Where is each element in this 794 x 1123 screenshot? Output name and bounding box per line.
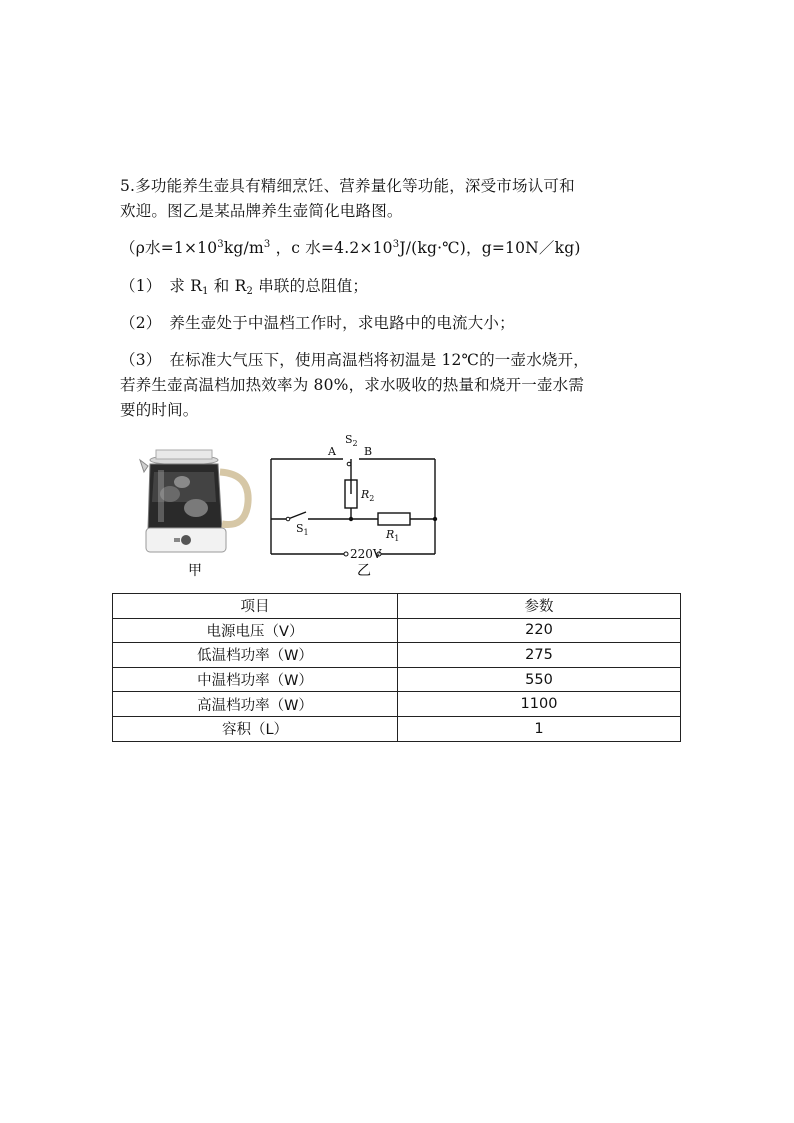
part-3-line-2: 若养生壶高温档加热效率为 80%，求水吸收的热量和烧开一壶水需 (120, 376, 585, 394)
voltage-label: 220V (350, 547, 382, 561)
table-header-row (113, 594, 681, 619)
table-cell-label: 中温档功率（W） (113, 667, 398, 692)
question-intro-line-1: 5.多功能养生壶具有精细烹饪、营养量化等功能，深受市场认可和 (120, 177, 575, 195)
s2-terminal (347, 462, 351, 466)
switch-s1-blade (288, 512, 306, 519)
kettle-image (140, 450, 248, 552)
table-header-item: 项目 (113, 594, 398, 619)
resistor-r1 (378, 513, 410, 525)
c-exponent: 3 (392, 239, 400, 250)
circuit-diagram (271, 459, 435, 554)
rho-prefix: （ρ水=1×10 (120, 239, 218, 257)
part-1-suffix: 串联的总阻值； (253, 277, 369, 295)
node-b-label: B (364, 445, 373, 458)
circuit-label: 乙 (357, 563, 371, 579)
part-1-mid: 和 R (208, 277, 247, 295)
junction-dot-mid (349, 517, 353, 521)
part-2-line: （2） 养生壶处于中温档工作时，求电路中的电流大小； (120, 314, 515, 332)
table-cell-label: 高温档功率（W） (113, 692, 398, 717)
table-cell-value: 1100 (398, 692, 681, 717)
table-row (113, 643, 681, 668)
supply-terminal-left (344, 552, 348, 556)
question-intro-line-2: 欢迎。图乙是某品牌养生壶简化电路图。 (120, 202, 403, 220)
table-row (113, 667, 681, 692)
kettle-label: 甲 (188, 563, 202, 579)
table-row (113, 692, 681, 717)
table-cell-label: 容积（L） (113, 716, 398, 741)
table-row (113, 618, 681, 643)
rho-unit-exponent: 3 (263, 239, 271, 250)
table-cell-label: 电源电压（V） (113, 618, 398, 643)
switch-s1-label: $S_1$ (296, 522, 309, 537)
rho-exponent: 3 (217, 239, 224, 250)
node-a-label: A (328, 445, 336, 458)
part-3-line-1: （3） 在标准大气压下，使用高温档将初温是 12℃的一壶水烧开， (120, 351, 590, 369)
table-cell-label: 低温档功率（W） (113, 643, 398, 668)
table-cell-value: 275 (398, 643, 681, 668)
s1-terminal (286, 517, 290, 521)
switch-s2-label: $S_2$ (345, 433, 358, 448)
resistor-r2-label: $R_2$ (361, 488, 375, 503)
table-row (113, 716, 681, 741)
part-1-prefix: （1） 求 R (120, 277, 203, 295)
c-prefix: ，c 水=4.2×10 (270, 239, 393, 257)
part-1-line (120, 274, 368, 297)
constants-line (120, 236, 581, 258)
part-1-sub-2: 2 (246, 286, 254, 297)
part-1-sub-1: 1 (202, 286, 209, 297)
rho-unit: kg/m (223, 239, 264, 257)
table-cell-value: 220 (398, 618, 681, 643)
table-cell-value: 550 (398, 667, 681, 692)
c-rest: J/(kg·℃)，g=10N／kg) (399, 239, 581, 257)
junction-dot-right (433, 517, 437, 521)
table-cell-value: 1 (398, 716, 681, 741)
part-3-line-3: 要的时间。 (120, 401, 199, 419)
table-header-param: 参数 (398, 594, 681, 619)
parameter-table (112, 593, 681, 742)
figure (138, 432, 448, 582)
resistor-r1-label: $R_1$ (386, 528, 400, 543)
